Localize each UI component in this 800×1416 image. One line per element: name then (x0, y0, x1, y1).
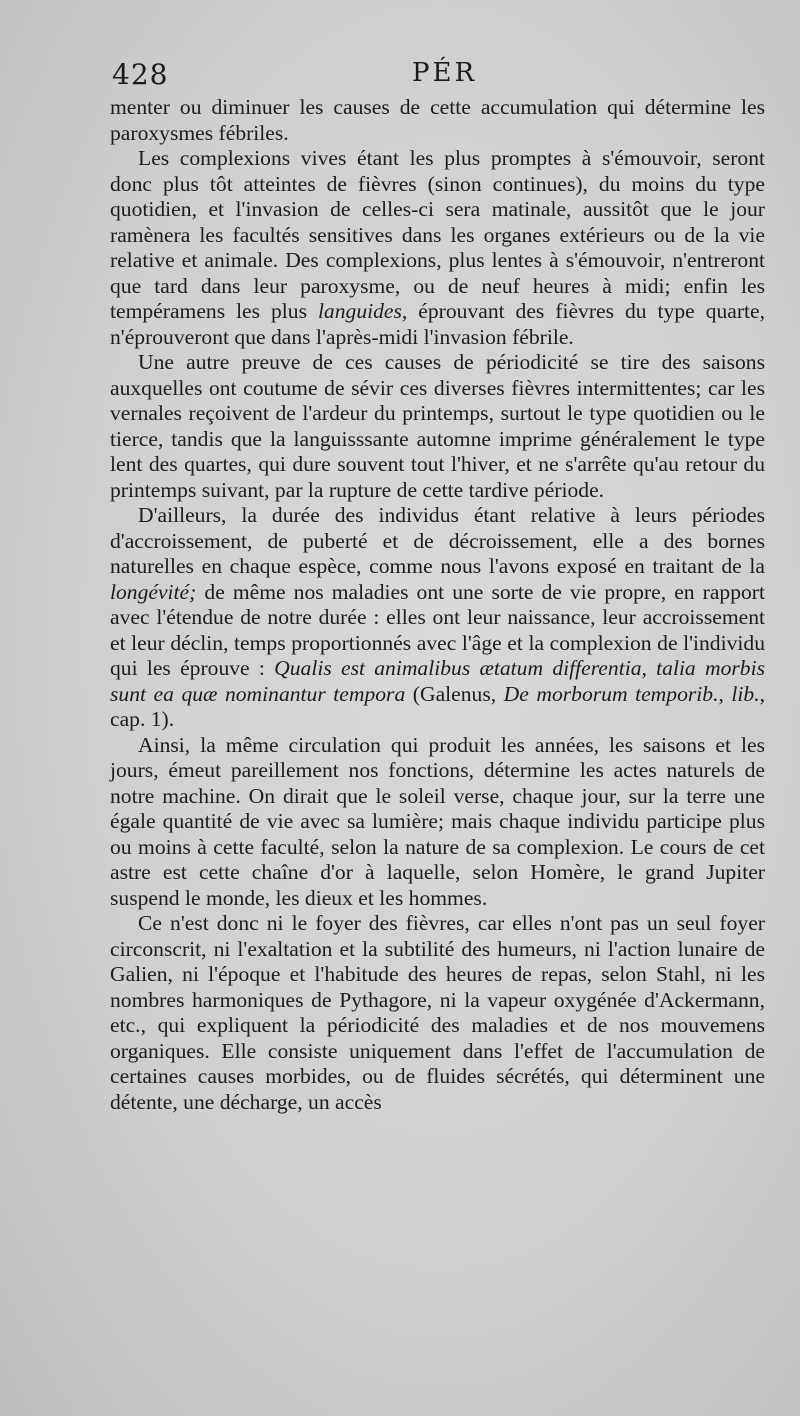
italic-run: longévité; (110, 579, 197, 604)
text-run: Ce n'est donc ni le foyer des fièvres, car elles n'ont pas un seul foyer circonscrit, ni l'exaltation et la subtilité des humeurs, ni l'action lunaire de Galien, ni l'époque et l'habitude des heures de repas, selon Stahl, ni les nombres harmoniques de Pythagore, ni la vapeur oxygénée d'Ackermann, etc., qui expliquent la périodicité des maladies et de nos mouvemens organiques. Elle consiste uniquement dans l'effet de l'accumulation de certaines causes morbides, ou de fluides sécrétés, qui déterminent une détente, une décharge, un accès (110, 911, 765, 1114)
text-run: , éprouvant des fièvres du type quarte, n'éprouveront que dans l'après-midi l'invasion fébrile. (110, 299, 765, 349)
paragraph (110, 146, 765, 350)
paragraph (110, 503, 765, 733)
body-text (110, 95, 765, 1115)
page-header (112, 58, 762, 94)
italic-run: lib. (731, 681, 760, 706)
text-run: Une autre preuve de ces causes de périodicité se tire des saisons auxquelles ont coutume de sévir ces diverses fièvres intermittentes; car les vernales reçoivent de l'ardeur du printemps, surtout le type quotidien ou le tierce, tandis que la languisssante automne imprime généralement le type lent des quartes, qui dure souvent tout l'hiver, et ne s'arrête qu'au retour du printemps suivant, par la rupture de cette tardive période. (110, 350, 765, 502)
italic-run: Qualis est animalibus ætatum differentia, talia morbis sunt ea quæ nominantur tempora (110, 656, 765, 706)
text-run: (Galenus, (405, 681, 504, 706)
text-run: , cap. 1). (110, 681, 766, 731)
text-run: D'ailleurs, la durée des individus étant relative à leurs périodes d'accroissement, de puberté et de décroissement, elle a des bornes naturelles en chaque espèce, comme nous l'avons exposé en traitant de la (110, 503, 765, 578)
text-run: , (718, 681, 732, 706)
paragraph (110, 95, 765, 146)
running-head: PÉR (412, 58, 478, 88)
page-number: 428 (112, 58, 169, 91)
italic-run: De morborum temporib. (503, 681, 719, 706)
text-run: de même nos maladies ont une sorte de vie propre, en rapport avec l'étendue de notre durée : elles ont leur naissance, leur accroissement et leur déclin, temps proportionnés avec l'âge et la complexion de l'individu qui les éprouve : (110, 579, 765, 680)
text-run: Ainsi, la même circulation qui produit les années, les saisons et les jours, émeut pareillement nos fonctions, détermine les actes naturels de notre machine. On dirait que le soleil verse, chaque jour, sur la terre une égale quantité de vie avec sa lumière; mais chaque individu participe plus ou moins à cette faculté, selon la nature de sa complexion. Le cours de cet astre est cette chaîne d'or à laquelle, selon Homère, le grand Jupiter suspend le monde, les dieux et les hommes. (110, 732, 765, 910)
paragraph (110, 733, 765, 912)
text-run: Les complexions vives étant les plus promptes à s'émouvoir, seront donc plus tôt atteintes de fièvres (sinon continues), du moins du type quotidien, et l'invasion de celles-ci sera matinale, aussitôt que le jour ramènera les facultés sensitives dans les organes extérieurs ou de la vie relative et animale. Des complexions, plus lentes à s'émouvoir, n'entreront que tard dans leur paroxysme, ou de neuf heures à midi; enfin les tempéramens les plus (110, 146, 765, 323)
italic-run: languides (317, 299, 402, 323)
paragraph (110, 911, 765, 1115)
paragraph (110, 350, 765, 503)
text-run: menter ou diminuer les causes de cette accumulation qui détermine les paroxysmes fébriles. (110, 95, 765, 145)
